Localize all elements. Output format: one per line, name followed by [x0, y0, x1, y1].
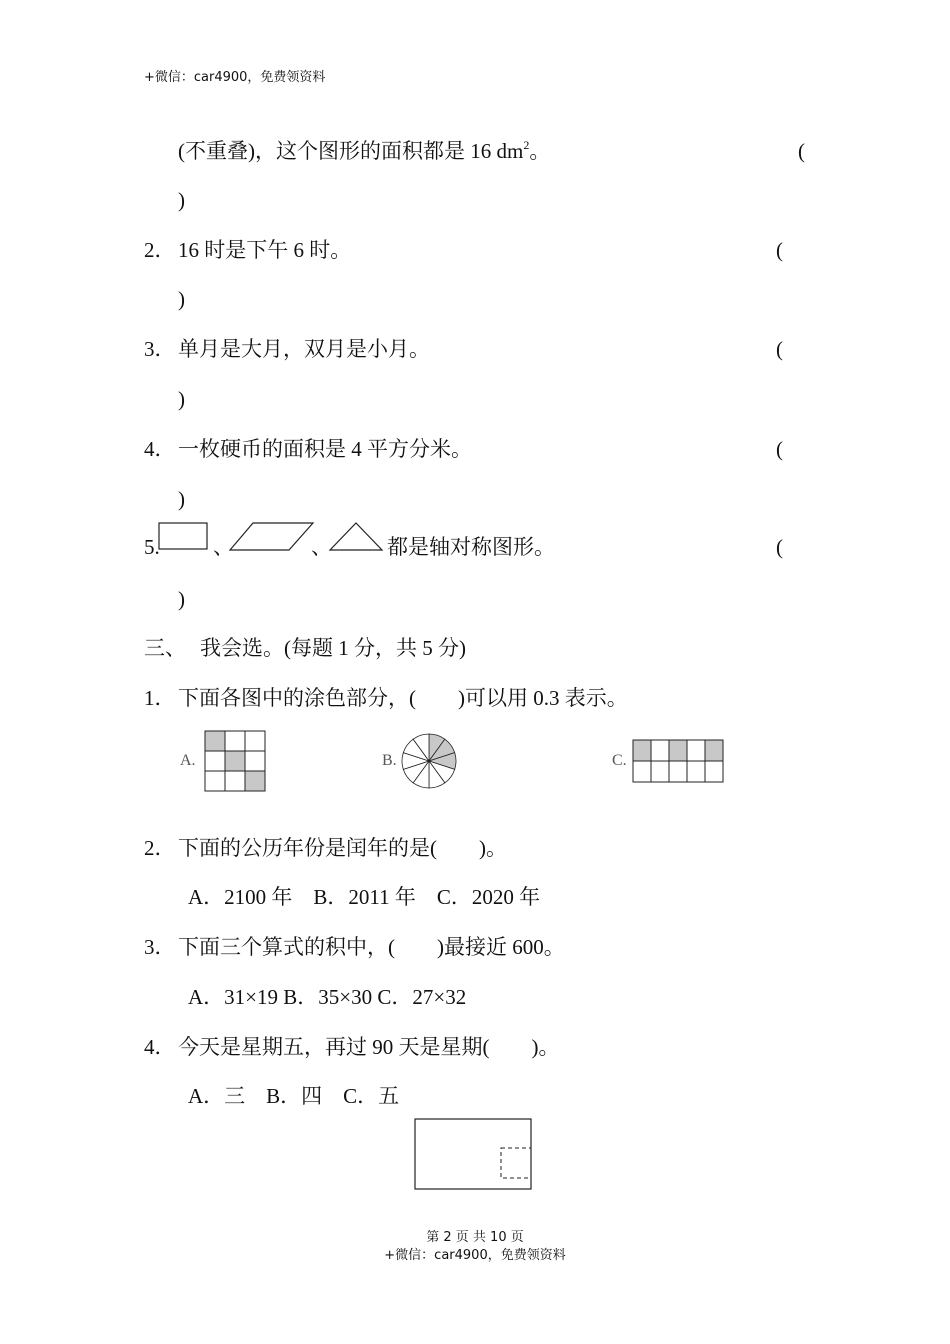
footer-page-number: 第 2 页 共 10 页: [426, 1230, 524, 1245]
grid-a-cell: [245, 771, 265, 791]
question-2-options: A．2100 年 B．2011 年 C．2020 年: [188, 885, 541, 909]
question-2-stem: 下面的公历年份是闰年的是( )。: [178, 836, 507, 860]
q1-option-a-label: A.: [180, 752, 196, 769]
question-1-stem: 下面各图中的涂色部分，( )可以用 0.3 表示。: [178, 686, 628, 710]
triangle-shape: [329, 522, 385, 552]
grid-c-cell: [633, 740, 651, 761]
q1-option-c-grid: [632, 739, 726, 785]
judge-item-5-bracket-close: ): [178, 587, 185, 611]
grid-c-cell: [705, 740, 723, 761]
question-3-number: 3．: [144, 935, 176, 959]
grid-a-cell: [205, 751, 225, 771]
question-4-stem: 今天是星期五，再过 90 天是星期( )。: [178, 1035, 560, 1059]
question-3-options: A．31×19 B．35×30 C．27×32: [188, 985, 467, 1009]
q1-option-b-label: B.: [382, 752, 397, 769]
judge-item-3-number: 3．: [144, 337, 176, 361]
q1-option-b-circle: [400, 732, 458, 790]
grid-a-cell: [245, 731, 265, 751]
judge-item-3-bracket-close: ): [178, 387, 185, 411]
judge-item-5-sep-2: 、: [311, 535, 332, 559]
grid-a-cell: [225, 751, 245, 771]
grid-c-cell: [651, 740, 669, 761]
question-4-options: A．三 B．四 C．五: [188, 1084, 400, 1108]
rectangle-with-dashed-square-figure: [414, 1118, 534, 1192]
grid-c-cell: [687, 740, 705, 761]
section-3-title: 我会选。(每题 1 分，共 5 分): [200, 636, 466, 660]
grid-c-cell: [687, 761, 705, 782]
judge-item-0-bracket-close: ): [178, 188, 185, 212]
footer-watermark: +微信：car4900，免费领资料: [384, 1248, 566, 1263]
q1-option-c-label: C.: [612, 752, 627, 769]
grid-a-cell: [205, 731, 225, 751]
judge-item-2-number: 2．: [144, 238, 176, 262]
grid-a-cell: [225, 731, 245, 751]
judge-item-4-bracket-open: (: [776, 437, 783, 461]
question-2-number: 2．: [144, 836, 176, 860]
header-watermark: +微信：car4900，免费领资料: [144, 70, 326, 85]
question-1-number: 1．: [144, 686, 176, 710]
grid-a-cell: [225, 771, 245, 791]
grid-c-cell: [669, 740, 687, 761]
rectangle-shape: [158, 522, 210, 552]
judge-item-3-bracket-open: (: [776, 337, 783, 361]
grid-c-cell: [705, 761, 723, 782]
question-4-number: 4．: [144, 1035, 176, 1059]
judge-item-5-bracket-open: (: [776, 535, 783, 559]
judge-item-5-number: 5.: [144, 535, 160, 559]
grid-c-cell: [633, 761, 651, 782]
grid-a-cell: [205, 771, 225, 791]
question-3-stem: 下面三个算式的积中，( )最接近 600。: [178, 935, 565, 959]
judge-item-4-text: 一枚硬币的面积是 4 平方分米。: [178, 437, 472, 461]
superscript-2: 2: [523, 138, 530, 152]
judge-item-0-bracket-open: (: [798, 139, 805, 163]
grid-c-cell: [651, 761, 669, 782]
judge-item-5-text: 都是轴对称图形。: [387, 535, 555, 559]
judge-item-4-bracket-close: ): [178, 487, 185, 511]
section-3-number: 三、: [144, 636, 186, 660]
grid-c-cell: [669, 761, 687, 782]
judge-item-2-text: 16 时是下午 6 时。: [178, 238, 352, 262]
judge-item-2-bracket-close: ): [178, 287, 185, 311]
judge-item-4-number: 4．: [144, 437, 176, 461]
q1-option-a-grid: [204, 730, 266, 792]
parallelogram-shape: [229, 522, 315, 552]
judge-item-0-text: (不重叠)，这个图形的面积都是 16 $dm^2$。: [178, 138, 551, 163]
judge-item-2-bracket-open: (: [776, 238, 783, 262]
grid-a-cell: [245, 751, 265, 771]
judge-item-5-sep-1: 、: [213, 535, 234, 559]
judge-item-3-text: 单月是大月，双月是小月。: [178, 337, 430, 361]
